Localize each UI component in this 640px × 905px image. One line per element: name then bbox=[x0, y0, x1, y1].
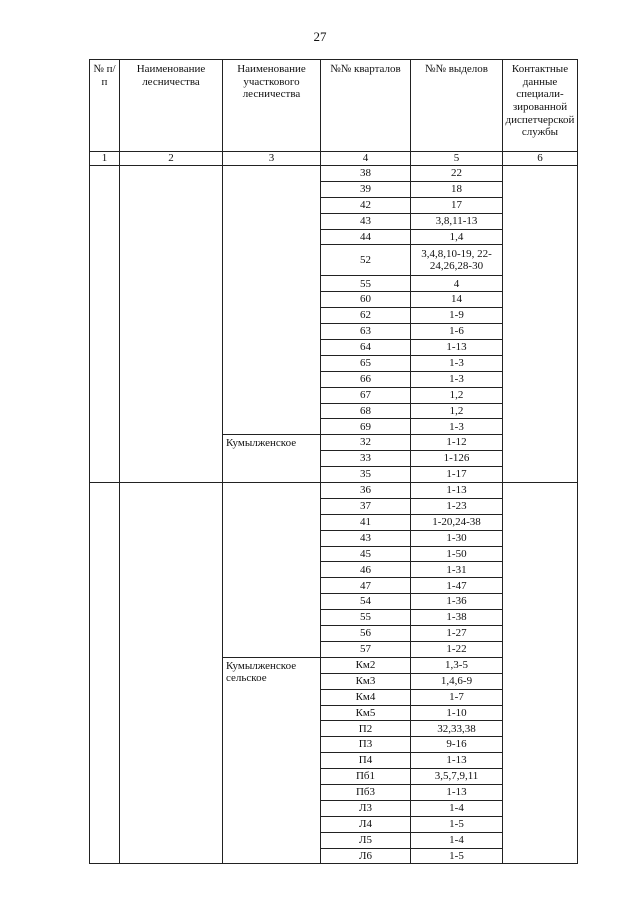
allotment-cell: 1-6 bbox=[411, 324, 503, 340]
allotment-cell: 1-12 bbox=[411, 435, 503, 451]
allotment-cell: 4 bbox=[411, 276, 503, 292]
column-number: 1 bbox=[90, 152, 120, 166]
allotment-cell: 1-3 bbox=[411, 371, 503, 387]
allotment-cell: 1,2 bbox=[411, 403, 503, 419]
forestry-name-cell bbox=[120, 483, 223, 864]
allotment-cell: 1-5 bbox=[411, 848, 503, 864]
quarter-cell: 35 bbox=[321, 467, 411, 483]
allotment-cell: 1-9 bbox=[411, 308, 503, 324]
forestry-name-cell bbox=[120, 166, 223, 483]
district-forestry-cell: Кумылженское сельское bbox=[223, 657, 321, 864]
quarter-cell: 66 bbox=[321, 371, 411, 387]
column-number: 2 bbox=[120, 152, 223, 166]
allotment-cell: 3,8,11-13 bbox=[411, 213, 503, 229]
quarter-cell: 60 bbox=[321, 292, 411, 308]
header-contacts: Контактные данные специали-зированной диспетчерской службы bbox=[503, 60, 578, 152]
quarter-cell: 44 bbox=[321, 229, 411, 245]
quarter-cell: П4 bbox=[321, 753, 411, 769]
column-number-row bbox=[90, 152, 578, 166]
number-cell bbox=[90, 483, 120, 864]
quarter-cell: 55 bbox=[321, 610, 411, 626]
quarter-cell: 64 bbox=[321, 340, 411, 356]
quarter-cell: Км4 bbox=[321, 689, 411, 705]
allotment-cell: 1-27 bbox=[411, 626, 503, 642]
allotment-cell: 1,3-5 bbox=[411, 657, 503, 673]
allotment-cell: 1-13 bbox=[411, 784, 503, 800]
allotment-cell: 1,4 bbox=[411, 229, 503, 245]
header-forestry-name: Наименование лесничества bbox=[120, 60, 223, 152]
quarter-cell: 56 bbox=[321, 626, 411, 642]
page-number: 27 bbox=[313, 29, 327, 44]
number-cell bbox=[90, 166, 120, 483]
header-quarters: №№ кварталов bbox=[321, 60, 411, 152]
column-number: 6 bbox=[503, 152, 578, 166]
quarter-cell: П3 bbox=[321, 737, 411, 753]
quarter-cell: Пб1 bbox=[321, 769, 411, 785]
quarter-cell: 36 bbox=[321, 483, 411, 499]
allotment-cell: 1-10 bbox=[411, 705, 503, 721]
allotment-cell: 1-13 bbox=[411, 753, 503, 769]
allotment-cell: 1-23 bbox=[411, 498, 503, 514]
contact-cell bbox=[503, 166, 578, 483]
district-forestry-cell: Кумылженское bbox=[223, 435, 321, 483]
quarter-cell: 43 bbox=[321, 530, 411, 546]
header-number: № п/п bbox=[90, 60, 120, 152]
allotment-cell: 1-22 bbox=[411, 641, 503, 657]
allotment-cell: 1,4,6-9 bbox=[411, 673, 503, 689]
quarter-cell: Пб3 bbox=[321, 784, 411, 800]
quarter-cell: 41 bbox=[321, 514, 411, 530]
allotment-cell: 32,33,38 bbox=[411, 721, 503, 737]
header-row bbox=[90, 60, 578, 152]
allotment-cell: 17 bbox=[411, 197, 503, 213]
quarter-cell: 67 bbox=[321, 387, 411, 403]
allotment-cell: 22 bbox=[411, 166, 503, 182]
allotment-cell: 1-13 bbox=[411, 483, 503, 499]
quarter-cell: 68 bbox=[321, 403, 411, 419]
allotment-cell: 1-5 bbox=[411, 816, 503, 832]
quarter-cell: 55 bbox=[321, 276, 411, 292]
quarter-cell: 37 bbox=[321, 498, 411, 514]
quarter-cell: Л6 bbox=[321, 848, 411, 864]
allotment-cell: 1-17 bbox=[411, 467, 503, 483]
allotment-cell: 1-47 bbox=[411, 578, 503, 594]
allotment-cell: 1-13 bbox=[411, 340, 503, 356]
district-forestry-cell bbox=[223, 483, 321, 658]
quarter-cell: Л3 bbox=[321, 800, 411, 816]
quarter-cell: Км2 bbox=[321, 657, 411, 673]
quarter-cell: 46 bbox=[321, 562, 411, 578]
allotment-cell: 1-7 bbox=[411, 689, 503, 705]
quarter-cell: 47 bbox=[321, 578, 411, 594]
quarter-cell: 63 bbox=[321, 324, 411, 340]
quarter-cell: 54 bbox=[321, 594, 411, 610]
quarter-cell: 32 bbox=[321, 435, 411, 451]
quarter-cell: 52 bbox=[321, 245, 411, 276]
quarter-cell: 62 bbox=[321, 308, 411, 324]
allotment-cell: 1-20,24-38 bbox=[411, 514, 503, 530]
quarter-cell: Л4 bbox=[321, 816, 411, 832]
quarter-cell: 33 bbox=[321, 451, 411, 467]
allotment-cell: 1-31 bbox=[411, 562, 503, 578]
allotment-cell: 1-4 bbox=[411, 800, 503, 816]
quarter-cell: 38 bbox=[321, 166, 411, 182]
quarter-cell: 57 bbox=[321, 641, 411, 657]
allotment-cell: 18 bbox=[411, 181, 503, 197]
quarter-cell: 42 bbox=[321, 197, 411, 213]
table-row bbox=[90, 483, 578, 499]
forestry-table bbox=[89, 59, 578, 864]
quarter-cell: П2 bbox=[321, 721, 411, 737]
table-row bbox=[90, 166, 578, 182]
header-allotments: №№ выделов bbox=[411, 60, 503, 152]
quarter-cell: Км5 bbox=[321, 705, 411, 721]
quarter-cell: Л5 bbox=[321, 832, 411, 848]
allotment-cell: 1-4 bbox=[411, 832, 503, 848]
allotment-cell: 1-3 bbox=[411, 355, 503, 371]
quarter-cell: 39 bbox=[321, 181, 411, 197]
header-district-forestry-name: Наименование участкового лесничества bbox=[223, 60, 321, 152]
column-number: 4 bbox=[321, 152, 411, 166]
quarter-cell: 45 bbox=[321, 546, 411, 562]
allotment-cell: 1-3 bbox=[411, 419, 503, 435]
allotment-cell: 3,5,7,9,11 bbox=[411, 769, 503, 785]
quarter-cell: 65 bbox=[321, 355, 411, 371]
allotment-cell: 1,2 bbox=[411, 387, 503, 403]
column-number: 5 bbox=[411, 152, 503, 166]
allotment-cell: 9-16 bbox=[411, 737, 503, 753]
district-forestry-cell bbox=[223, 166, 321, 435]
allotment-cell: 1-126 bbox=[411, 451, 503, 467]
allotment-cell: 3,4,8,10-19, 22-24,26,28-30 bbox=[411, 245, 503, 276]
contact-cell bbox=[503, 483, 578, 864]
allotment-cell: 1-50 bbox=[411, 546, 503, 562]
allotment-cell: 1-30 bbox=[411, 530, 503, 546]
quarter-cell: Км3 bbox=[321, 673, 411, 689]
quarter-cell: 43 bbox=[321, 213, 411, 229]
allotment-cell: 1-36 bbox=[411, 594, 503, 610]
allotment-cell: 1-38 bbox=[411, 610, 503, 626]
allotment-cell: 14 bbox=[411, 292, 503, 308]
quarter-cell: 69 bbox=[321, 419, 411, 435]
column-number: 3 bbox=[223, 152, 321, 166]
